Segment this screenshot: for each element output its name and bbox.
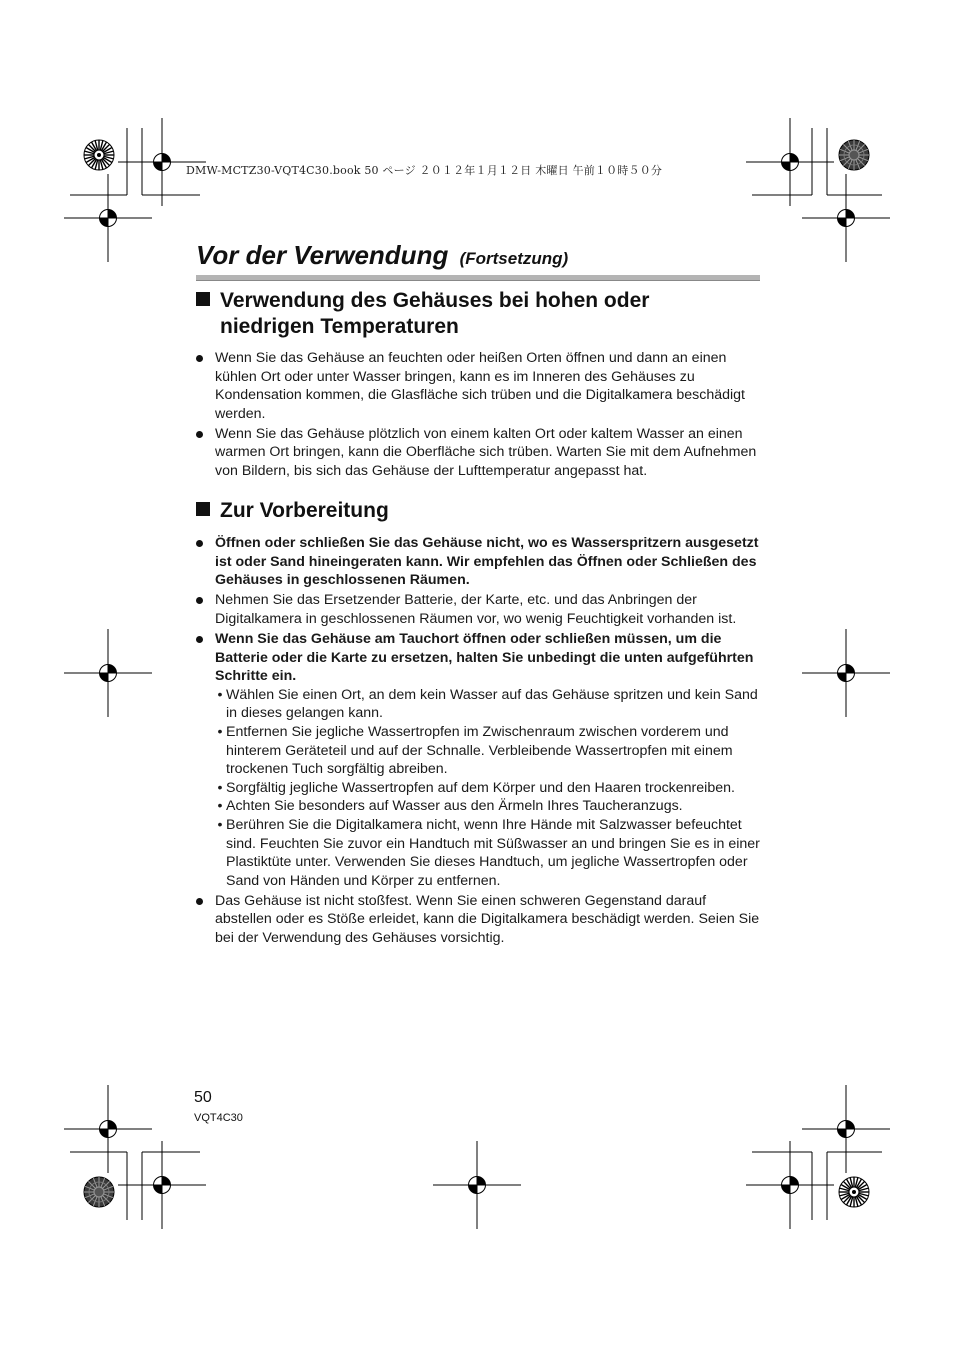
bullet-dot-icon <box>196 597 203 604</box>
sub-list-item <box>215 723 760 779</box>
sub-bullet-icon: • <box>217 686 223 703</box>
bullet-dot-icon <box>196 540 203 547</box>
list-item <box>192 591 760 628</box>
bullet-dot-icon <box>196 355 203 362</box>
sub-list-item <box>215 686 760 723</box>
page-number: 50 <box>194 1089 212 1106</box>
bullet-dot-icon <box>196 636 203 643</box>
sub-bullet-text: Berühren Sie die Digitalkamera nicht, wenn Ihre Hände mit Salzwasser befeuchtet sind. Feuchten Sie zuvor ein Handtuch mit Süßwasser an und bringen Sie es in einer Plastiktüte unter. Verwenden Sie dieses Handtuch, um jegliche Wassertropfen oder Sand von Händen und Körper zu entfernen. <box>226 816 760 889</box>
section-heading-temperature <box>196 288 649 340</box>
list-item <box>192 892 760 948</box>
bullet-text: Öffnen oder schließen Sie das Gehäuse nicht, wo es Wasserspritzern ausgesetzt ist oder Sand hineingeraten kann. Wir empfehlen das Öffnen oder Schließen des Gehäuses in geschlossenen Räumen. <box>215 535 759 589</box>
list-item <box>192 349 760 423</box>
bullet-text: Das Gehäuse ist nicht stoßfest. Wenn Sie einen schweren Gegenstand darauf abstellen oder es Stöße erleidet, kann die Digitalkamera beschädigt werden. Seien Sie bei der Verwendung des Gehäuses vorsichtig. <box>215 892 760 946</box>
bullet-text: Wenn Sie das Gehäuse an feuchten oder heißen Orten öffnen und dann an einen kühlen Ort oder unter Wasser bringen, kann es im Inneren des Gehäuses zu Kondensation kommen, die Glasfläche sich trüben und die Digitalkamera beschädigt werden. <box>215 350 745 422</box>
preparation-bullet-list <box>192 534 760 949</box>
sub-bullet-icon: • <box>217 723 223 740</box>
list-item <box>192 630 760 890</box>
heading-text: Zur Vorbereitung <box>220 499 389 522</box>
title-rule <box>196 275 760 281</box>
sub-bullet-icon: • <box>217 798 223 815</box>
heading-square-icon <box>196 502 210 516</box>
heading-line-2: niedrigen Temperaturen <box>220 315 459 338</box>
sub-bullet-list <box>215 686 760 891</box>
bullet-dot-icon <box>196 431 203 438</box>
sub-bullet-icon: • <box>217 816 223 833</box>
heading-text <box>220 288 649 340</box>
sub-bullet-text: Sorgfältig jegliche Wassertropfen auf dem Körper und den Haaren trockenreiben. <box>226 779 735 796</box>
section-heading-preparation <box>196 498 389 524</box>
title-continuation: (Fortsetzung) <box>459 249 569 268</box>
sub-list-item <box>215 779 760 798</box>
bullet-text: Wenn Sie das Gehäuse plötzlich von einem kalten Ort oder kaltem Wasser an einen warmen Ort bringen, kann die Oberfläche sich trüben. Warten Sie mit dem Aufnehmen von Bildern, bis sich das Gehäuse der Lufttemperatur angepasst hat. <box>215 425 757 480</box>
page-title <box>196 240 568 271</box>
sub-bullet-text: Wählen Sie einen Ort, an dem kein Wasser auf das Gehäuse spritzen und kein Sand in dieses gelangen kann. <box>226 686 758 722</box>
list-item <box>192 534 760 590</box>
sub-list-item <box>215 816 760 890</box>
sub-list-item <box>215 797 760 816</box>
bullet-text: Wenn Sie das Gehäuse am Tauchort öffnen oder schließen müssen, um die Batterie oder die Karte zu ersetzen, halten Sie unbedingt die unten aufgeführten Schritte ein. <box>215 630 754 685</box>
sub-bullet-icon: • <box>217 779 223 796</box>
temperature-bullet-list <box>192 349 760 482</box>
printer-file-info: DMW-MCTZ30-VQT4C30.book 50 ページ ２０１２年１月１２日 木曜日 午前１０時５０分 <box>186 164 663 177</box>
list-item <box>192 425 760 481</box>
page-title-text: Vor der Verwendung <box>196 240 449 270</box>
document-code: VQT4C30 <box>194 1112 243 1124</box>
heading-square-icon <box>196 292 210 306</box>
heading-line-1: Verwendung des Gehäuses bei hohen oder <box>220 289 650 312</box>
sub-bullet-text: Entfernen Sie jegliche Wassertropfen im Zwischenraum zwischen vorderem und hinterem Geräteteil und auf der Schnalle. Verbleibende Wassertropfen mit einem trockenen Tuch sorgfältig abreiben. <box>226 723 733 778</box>
bullet-dot-icon <box>196 898 203 905</box>
bullet-text: Nehmen Sie das Ersetzender Batterie, der Karte, etc. und das Anbringen der Digitalkamera in geschlossenen Räumen vor, wo wenig Feuchtigkeit vorhanden ist. <box>215 592 737 627</box>
sub-bullet-text: Achten Sie besonders auf Wasser aus den Ärmeln Ihres Taucheranzugs. <box>226 798 683 815</box>
